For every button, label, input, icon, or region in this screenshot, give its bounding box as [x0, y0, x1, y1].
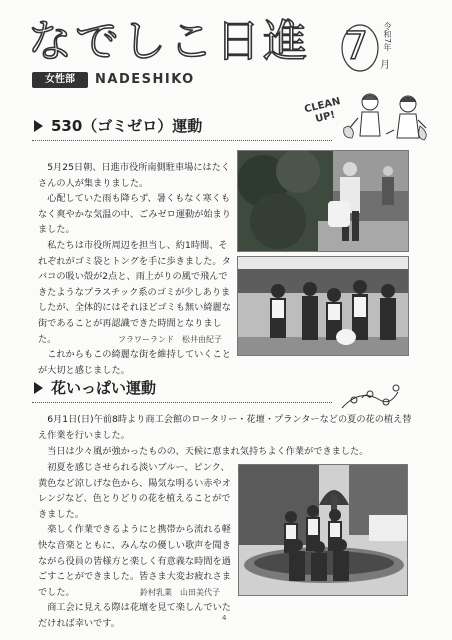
- photo-flower-group: [239, 465, 408, 596]
- month-number: 7: [344, 24, 369, 68]
- photo-walkers: [238, 151, 409, 252]
- section-flowers-lead: [38, 444, 413, 460]
- cleanup-label: CLEAN UP!: [303, 95, 342, 126]
- cleanup-people-icon: [300, 90, 430, 142]
- month-unit: 月: [380, 60, 390, 71]
- section-flowers-intro: [38, 412, 413, 443]
- paragraph: 楽しく作業できるようにと携帯から流れる軽快な音楽とともに、みんなの優しい歌声を聞きながら役員の皆様方と楽しく有意義な時間を過ごすことができました。皆さま大変お疲れさまでした。: [38, 524, 231, 598]
- flower-vine-icon: [340, 378, 400, 412]
- section-title-530: [34, 116, 202, 136]
- section-flowers-body: [38, 460, 232, 632]
- department-badge: 女性部: [32, 72, 88, 88]
- paragraph: 商工会に見える際は花壇を見て楽しんでいただければ幸いです。: [38, 602, 231, 629]
- era-label: 令和7年: [383, 22, 392, 52]
- paragraph: 初夏を感じさせられる淡いブルー、ピンク、黄色など涼しげな色から、陽気な明るい赤やオレンジなど、色とりどりの花を植えることができました。: [38, 462, 231, 520]
- cleanup-illustration: [300, 90, 430, 142]
- paragraph: 私たちは市役所周辺を担当し、約1時間、それぞれがゴミ袋とトングを手に歩きました。タバコの吸い殻が2点と、雨上がりの風で飛んできたようなプラスチック系のゴミが少しありましたが、全体的にはそれほどゴミも無い綺麗な街であることが再認識できた時間となりました。: [38, 239, 231, 345]
- paragraph: 心配していた雨も降らず、暑くもなく寒くもなく爽やかな気温の中、ごみゼロ運動が始まりました。: [38, 193, 231, 236]
- masthead: [28, 12, 358, 74]
- section-title-530-text: 530（ゴミゼロ）運動: [51, 117, 203, 135]
- section-title-flowers-text: 花いっぱい運動: [51, 379, 157, 397]
- issue-month: [340, 22, 400, 78]
- paragraph: これからもこの綺麗な街を維持していくことが大切と感じました。: [38, 349, 231, 376]
- photo-group: [238, 257, 409, 356]
- page-number: 4: [222, 614, 227, 622]
- department-english: NADESHIKO: [95, 72, 195, 87]
- newsletter-title: なでしこ日進: [28, 16, 310, 67]
- cleanup-photo-1: [237, 150, 409, 252]
- paragraph: 当日は少々風が強かったものの、天候に恵まれ気持ちよく作業ができました。: [47, 446, 369, 457]
- triangle-bullet-icon: [34, 120, 43, 132]
- section-divider: [32, 402, 332, 403]
- section-title-flowers: [34, 378, 156, 398]
- paragraph: 6月1日(日)午前8時より商工会館のロータリー・花壇・プランターなどの夏の花の植え替え作業を行いました。: [38, 414, 412, 441]
- section-divider: [32, 140, 332, 141]
- author-credit: 鈴村乳業 山田美代子: [140, 588, 220, 597]
- section-530-body: [38, 160, 233, 378]
- author-credit: フラワーランド 松井由紀子: [118, 335, 222, 344]
- flower-bed-photo: [238, 464, 408, 596]
- triangle-bullet-icon: [34, 382, 43, 394]
- paragraph: 5月25日朝、日進市役所南側駐車場にはたくさんの人が集まりました。: [38, 162, 231, 189]
- cleanup-photo-2: [237, 256, 409, 356]
